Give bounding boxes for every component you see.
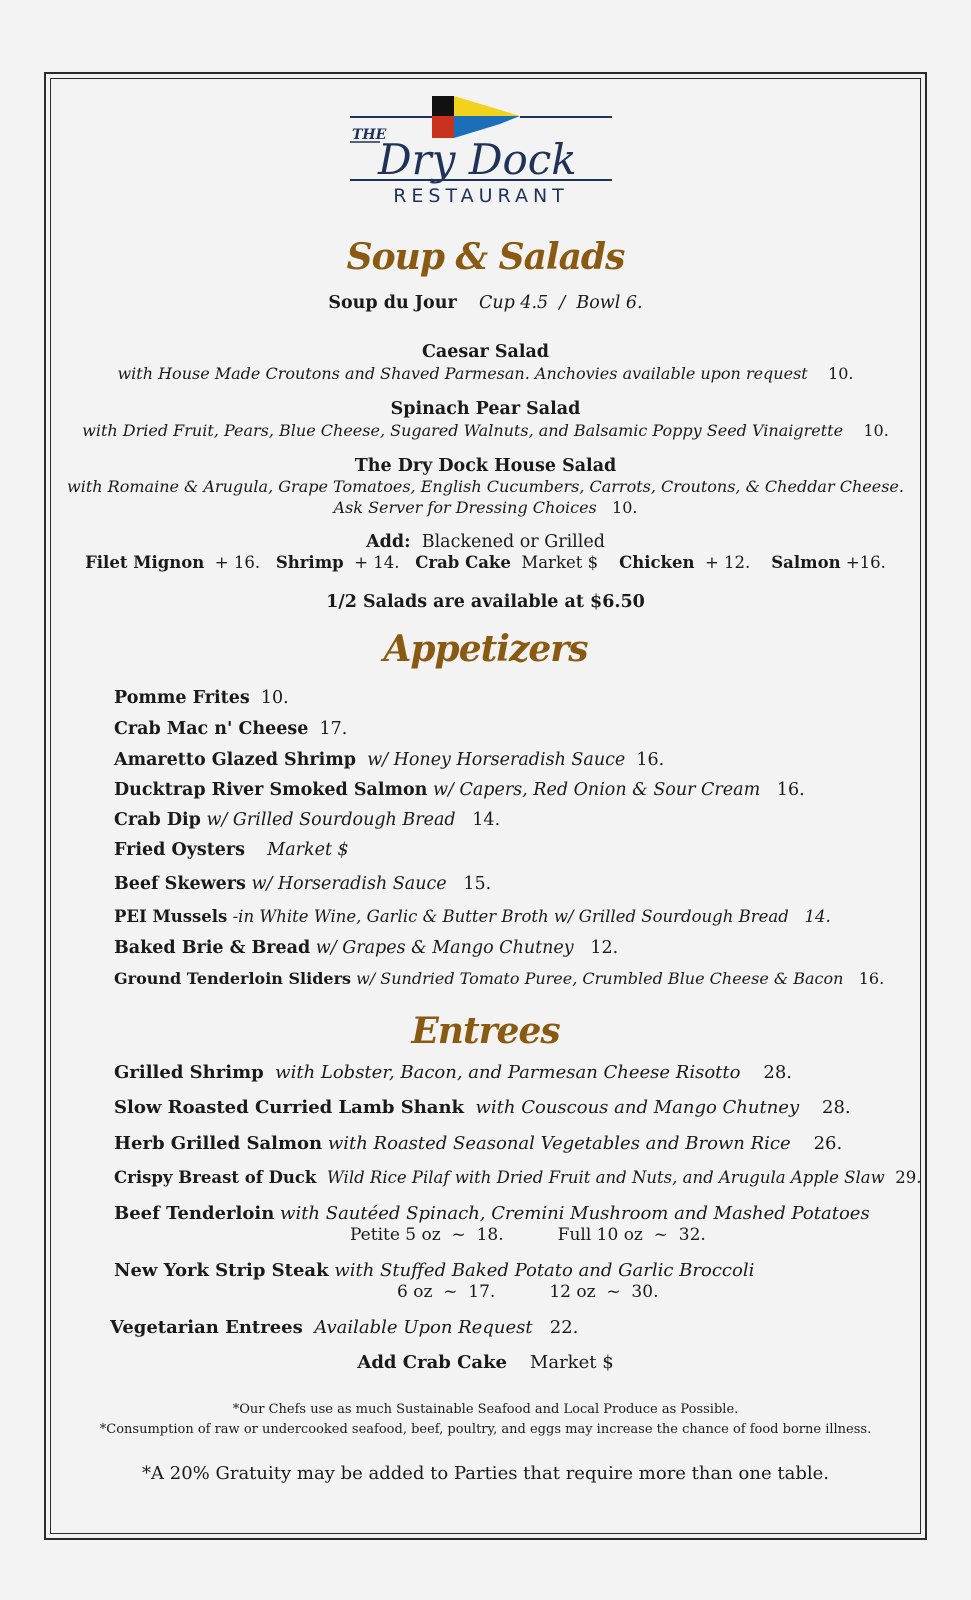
add-line: Add: Blackened or Grilled	[366, 532, 605, 552]
section-title-entrees: Entrees	[411, 1010, 560, 1052]
footer-gratuity: *A 20% Gratuity may be added to Parties that require more than one table.	[142, 1463, 829, 1484]
section-title-appetizers: Appetizers	[383, 628, 588, 670]
logo-name: Dry Dock	[378, 135, 577, 184]
appetizer-item: Pomme Frites 10.	[114, 688, 289, 708]
footer-note-sustainable: *Our Chefs use as much Sustainable Seafood and Local Produce as Possible.	[232, 1402, 739, 1417]
appetizer-item: Fried Oysters Market $	[114, 840, 349, 860]
soup-bowl: Bowl 6.	[576, 293, 643, 313]
appetizer-item: PEI Mussels -in White Wine, Garlic & Butter Broth w/ Grilled Sourdough Bread 14.	[114, 907, 831, 926]
entree-item: Crispy Breast of Duck Wild Rice Pilaf with Dried Fruit and Nuts, and Arugula Apple Slaw 29.	[114, 1168, 922, 1187]
appetizer-item: Crab Dip w/ Grilled Sourdough Bread 14.	[114, 810, 501, 830]
add-crab-cake: Add Crab Cake Market $	[357, 1352, 614, 1373]
entree-item: Grilled Shrimp with Lobster, Bacon, and Parmesan Cheese Risotto 28.	[114, 1062, 793, 1083]
section-title-soup-salads: Soup & Salads	[346, 236, 625, 278]
entree-item: Slow Roasted Curried Lamb Shank with Couscous and Mango Chutney 28.	[114, 1097, 851, 1118]
flag-icon	[432, 96, 520, 138]
logo-small-text: THE	[352, 127, 387, 143]
appetizer-item: Amaretto Glazed Shrimp w/ Honey Horseradish Sauce 16.	[114, 750, 665, 770]
strip-steak-sizes: 6 oz ~ 17. 12 oz ~ 30.	[397, 1282, 659, 1302]
house-name: The Dry Dock House Salad	[354, 456, 617, 476]
spinach-name: Spinach Pear Salad	[390, 399, 581, 419]
entree-item: Herb Grilled Salmon with Roasted Seasonal Vegetables and Brown Rice 26.	[114, 1133, 843, 1154]
soup-cup: Cup 4.5	[478, 293, 549, 313]
house-desc1: with Romaine & Arugula, Grape Tomatoes, English Cucumbers, Carrots, Croutons, & Cheddar Cheese.	[67, 477, 904, 496]
soup-name: Soup du Jour	[328, 293, 457, 313]
entree-item: Beef Tenderloin with Sautéed Spinach, Cremini Mushroom and Mashed Potatoes	[114, 1203, 870, 1224]
soup-line	[0, 293, 971, 313]
beef-tenderloin-sizes: Petite 5 oz ~ 18. Full 10 oz ~ 32.	[350, 1225, 706, 1245]
caesar-desc: with House Made Croutons and Shaved Parmesan. Anchovies available upon request 10.	[117, 364, 854, 383]
logo-subtitle: RESTAURANT	[393, 185, 569, 207]
half-salads-note: 1/2 Salads are available at $6.50	[326, 592, 645, 612]
appetizer-item: Beef Skewers w/ Horseradish Sauce 15.	[114, 874, 492, 894]
house-desc2: Ask Server for Dressing Choices 10.	[333, 498, 638, 517]
appetizer-item: Ducktrap River Smoked Salmon w/ Capers, Red Onion & Sour Cream 16.	[114, 780, 805, 800]
restaurant-logo	[350, 94, 620, 212]
spinach-desc: with Dried Fruit, Pears, Blue Cheese, Sugared Walnuts, and Balsamic Poppy Seed Vinaigrette 10.	[82, 421, 889, 440]
appetizer-item: Baked Brie & Bread w/ Grapes & Mango Chutney 12.	[114, 938, 619, 958]
soup-sep: /	[559, 293, 566, 313]
appetizer-item: Ground Tenderloin Sliders w/ Sundried Tomato Puree, Crumbled Blue Cheese & Bacon 16.	[114, 969, 885, 988]
entree-item: Vegetarian Entrees Available Upon Request 22.	[110, 1317, 579, 1338]
spinach-price: 10.	[863, 421, 889, 440]
house-price: 10.	[612, 498, 638, 517]
caesar-name: Caesar Salad	[421, 342, 550, 362]
entree-item: New York Strip Steak with Stuffed Baked Potato and Garlic Broccoli	[114, 1260, 755, 1281]
footer-note-consumption: *Consumption of raw or undercooked seafood, beef, poultry, and eggs may increase the chance of food borne illness.	[99, 1422, 872, 1437]
caesar-price: 10.	[828, 364, 854, 383]
appetizer-item: Crab Mac n' Cheese 17.	[114, 719, 348, 739]
add-items: Filet Mignon + 16. Shrimp + 14. Crab Cake Market $ Chicken + 12. Salmon +16.	[85, 553, 886, 572]
